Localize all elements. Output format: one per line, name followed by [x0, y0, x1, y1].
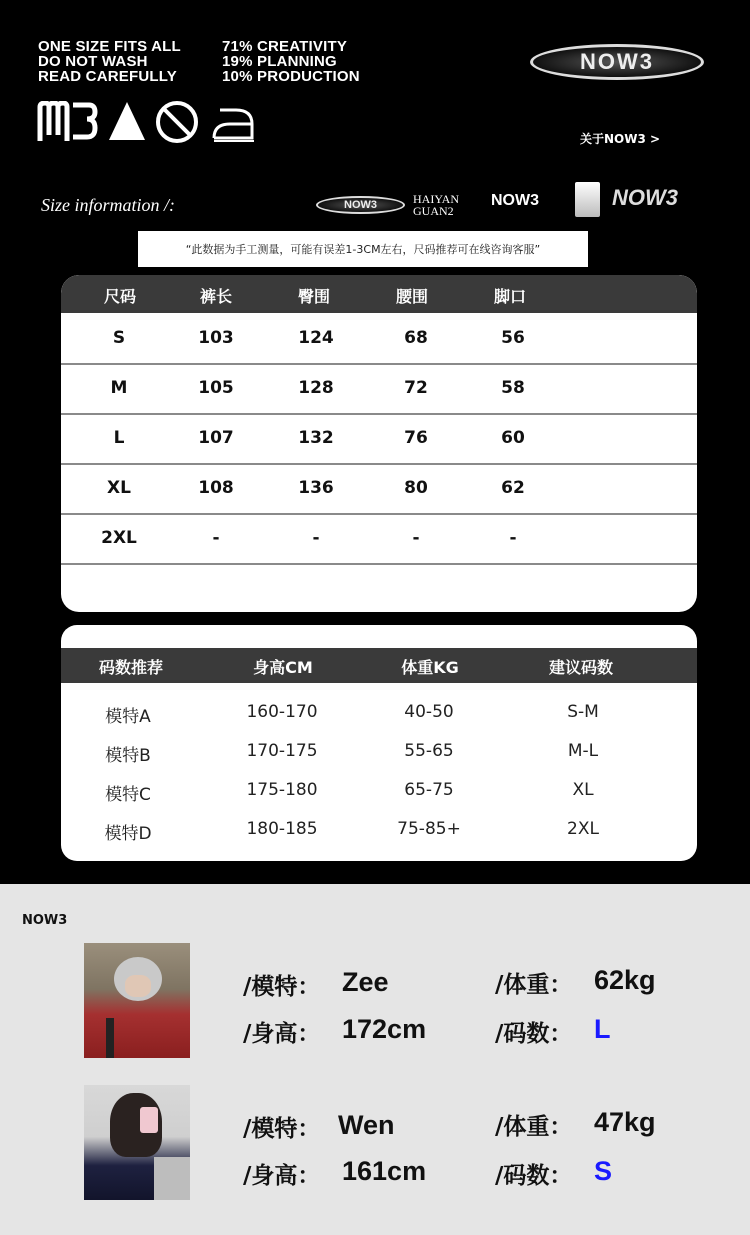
model-cell: 模特A — [105, 707, 151, 727]
size-info-logo-1 — [316, 196, 405, 214]
size-info-logo-4-text: NOW3 — [612, 185, 678, 210]
measurement-note-text: “此数据为手工测量，可能有误差1-3CM左右，尺码推荐可在线咨询客服” — [185, 243, 541, 256]
rec-table-header — [61, 648, 697, 683]
model-cell: 模特B — [105, 746, 151, 766]
about-now3-link[interactable]: 关于NOW3 > — [580, 132, 661, 146]
models-section — [0, 884, 750, 1235]
weight-cell: 55-65 — [404, 741, 454, 761]
size-cell: 2XL — [101, 528, 137, 548]
rec-header-size: 建议码数 — [548, 658, 613, 677]
size-cell: M — [110, 378, 128, 398]
brand-logo — [530, 44, 704, 80]
size-info-logo-3 — [491, 192, 539, 210]
model-cell: 模特C — [105, 785, 151, 805]
triangle-icon — [107, 100, 147, 142]
hip-cell: 124 — [298, 328, 334, 348]
height-cell: 160-170 — [246, 702, 318, 722]
model-weight: 62kg — [594, 965, 656, 995]
header-left-line-1: ONE SIZE FITS ALL — [38, 38, 181, 55]
recommendation-table — [61, 625, 697, 861]
size-table-header — [61, 275, 697, 313]
size-label: /码数： — [495, 1021, 573, 1047]
height-label: /身高： — [243, 1021, 321, 1047]
rec-header-height: 身高CM — [253, 658, 313, 677]
length-cell: - — [212, 528, 220, 548]
model-photo-face — [125, 975, 151, 997]
header-left-line-3: READ CAREFULLY — [38, 68, 177, 85]
models-brand: NOW3 — [22, 913, 68, 928]
table-row — [61, 698, 697, 728]
weight-cell: 40-50 — [404, 702, 454, 722]
model-height: 161cm — [342, 1156, 427, 1186]
hip-cell: - — [312, 528, 320, 548]
header-left-line-2: DO NOT WASH — [38, 53, 148, 70]
height-cell: 175-180 — [246, 780, 318, 800]
hip-cell: 136 — [298, 478, 334, 498]
model-photo-wen — [84, 1085, 190, 1200]
size-header-size: 尺码 — [104, 287, 137, 306]
size-info-box-icon — [575, 182, 600, 217]
length-cell: 107 — [198, 428, 234, 448]
model-label: /模特： — [243, 974, 321, 1000]
rec-header-recommend: 码数推荐 — [98, 658, 163, 677]
brand-logo-text: NOW3 — [580, 49, 654, 74]
hem-cell: 60 — [501, 428, 525, 448]
size-header-hip: 臀围 — [298, 287, 331, 306]
length-cell: 108 — [198, 478, 234, 498]
hem-cell: - — [509, 528, 517, 548]
size-header-waist: 腰围 — [396, 287, 429, 306]
size-header-length: 裤长 — [200, 287, 233, 306]
table-row — [61, 737, 697, 767]
waist-cell: - — [412, 528, 420, 548]
model-size: L — [594, 1014, 611, 1044]
header-right-line-2: 19% PLANNING — [222, 53, 337, 70]
size-table — [61, 275, 697, 612]
height-cell: 180-185 — [246, 819, 318, 839]
weight-label: /体重： — [495, 1114, 573, 1140]
recommended-size-cell: S-M — [567, 702, 599, 722]
hem-cell: 58 — [501, 378, 525, 398]
table-row — [61, 413, 697, 465]
model-weight: 47kg — [594, 1107, 656, 1137]
size-info-logo-4 — [612, 185, 678, 211]
model-photo-phone — [140, 1107, 158, 1133]
now3-mark-icon — [37, 101, 99, 143]
size-info-logo-2 — [413, 193, 483, 217]
model-photo-zee — [84, 943, 190, 1058]
size-info-logo-2-text: HAIYAN GUAN2 — [413, 192, 459, 218]
hem-cell: 56 — [501, 328, 525, 348]
size-info-logo-3-text: NOW3 — [491, 192, 539, 209]
table-row — [61, 313, 697, 365]
length-cell: 103 — [198, 328, 234, 348]
iron-icon — [210, 104, 256, 142]
model-name: Zee — [342, 967, 389, 997]
recommended-size-cell: M-L — [567, 741, 599, 761]
size-info-title: Size information /: — [41, 195, 175, 215]
hem-cell: 62 — [501, 478, 525, 498]
height-label: /身高： — [243, 1163, 321, 1189]
length-cell: 105 — [198, 378, 234, 398]
model-photo-sleeve — [154, 1157, 190, 1200]
table-row — [61, 363, 697, 415]
rec-header-weight: 体重KG — [401, 658, 459, 677]
model-height: 172cm — [342, 1014, 427, 1044]
weight-cell: 75-85+ — [397, 819, 461, 839]
header — [0, 0, 750, 170]
table-row — [61, 815, 697, 845]
size-cell: S — [112, 328, 126, 348]
size-cell: XL — [107, 478, 131, 498]
weight-label: /体重： — [495, 972, 573, 998]
waist-cell: 76 — [404, 428, 428, 448]
height-cell: 170-175 — [246, 741, 318, 761]
no-bleach-icon — [155, 100, 199, 144]
recommended-size-cell: 2XL — [567, 819, 599, 839]
size-cell: L — [113, 428, 125, 448]
model-name: Wen — [338, 1110, 395, 1140]
hip-cell: 128 — [298, 378, 334, 398]
table-row — [61, 513, 697, 565]
header-right-line-1: 71% CREATIVITY — [222, 38, 348, 55]
waist-cell: 72 — [404, 378, 428, 398]
measurement-note — [138, 231, 588, 267]
waist-cell: 80 — [404, 478, 428, 498]
table-row — [61, 463, 697, 515]
table-row — [61, 776, 697, 806]
size-header-hem: 脚口 — [494, 287, 527, 306]
header-right-line-3: 10% PRODUCTION — [222, 68, 360, 85]
model-label: /模特： — [243, 1116, 321, 1142]
model-cell: 模特D — [104, 824, 152, 844]
model-size: S — [594, 1156, 613, 1186]
waist-cell: 68 — [404, 328, 428, 348]
size-label: /码数： — [495, 1163, 573, 1189]
hip-cell: 132 — [298, 428, 334, 448]
recommended-size-cell: XL — [572, 780, 594, 800]
model-photo-strap — [106, 1018, 114, 1058]
weight-cell: 65-75 — [404, 780, 454, 800]
size-info-logo-1-text: NOW3 — [344, 199, 377, 211]
